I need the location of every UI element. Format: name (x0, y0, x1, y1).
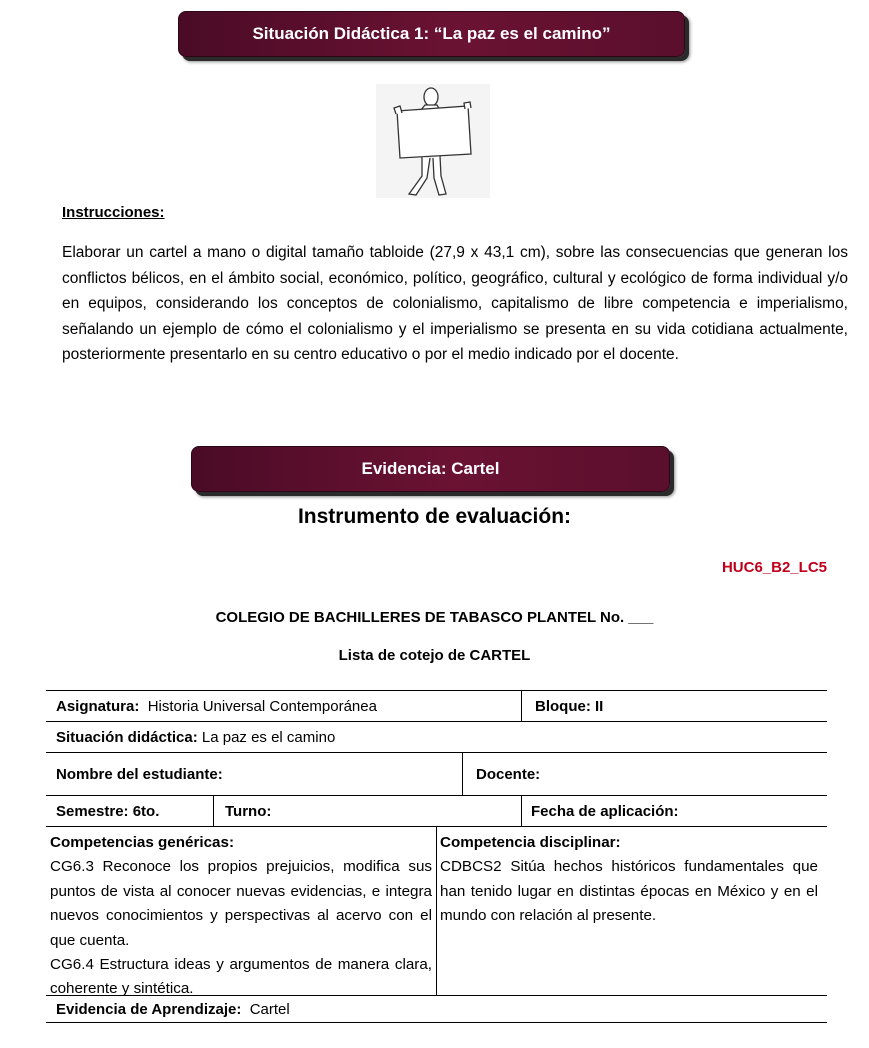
table-row-situacion (46, 721, 827, 753)
evidencia-value: Cartel (249, 1001, 290, 1018)
docente-cell[interactable] (464, 753, 824, 796)
asignatura-cell (46, 691, 521, 722)
turno-cell[interactable] (215, 796, 520, 827)
disciplinar-title: Competencia disciplinar: (440, 834, 621, 851)
evidence-banner-text: Evidencia: Cartel (361, 459, 500, 478)
competencias-genericas (46, 827, 436, 1002)
semestre-cell (46, 796, 213, 827)
evidencia-label: Evidencia de Aprendizaje: (56, 1001, 242, 1018)
table-bottom-border (46, 1022, 827, 1023)
estudiante-label: Nombre del estudiante: (56, 766, 223, 783)
fecha-cell[interactable] (523, 796, 823, 827)
evidence-banner (191, 446, 670, 492)
instrument-code: HUC6_B2_LC5 (721, 559, 827, 576)
situacion-label: Situación didáctica: (56, 729, 198, 746)
situacion-cell (46, 722, 827, 753)
table-row-asignatura (46, 690, 827, 722)
bloque-label: Bloque: II (535, 698, 604, 715)
asignatura-value: Historia Universal Contemporánea (147, 698, 377, 715)
table-row-evidencia (46, 995, 827, 1023)
table-row-semestre (46, 795, 827, 827)
table-row-estudiante (46, 752, 827, 796)
instrument-title: Instrumento de evaluación: (297, 505, 572, 528)
person-holding-sign-icon (376, 84, 490, 198)
table-row-competencias (46, 826, 827, 996)
genericas-title: Competencias genéricas: (50, 834, 235, 851)
checklist-title: Lista de cotejo de CARTEL (338, 647, 531, 664)
disciplinar-cdbcs2: CDBCS2 Sitúa hechos históricos fundamentales que han tenido lugar en distintas épocas en México y en el mundo con relación al presente. (440, 858, 818, 925)
situation-banner (178, 11, 685, 57)
semestre-label: Semestre: 6to. (56, 803, 160, 820)
estudiante-cell[interactable] (46, 753, 462, 796)
docente-label: Docente: (476, 766, 541, 783)
bloque-cell (523, 691, 823, 722)
genericas-cg64: CG6.4 Estructura ideas y argumentos de manera clara, coherente y sintética. (50, 956, 432, 998)
turno-label: Turno: (225, 803, 272, 820)
situation-banner-text: Situación Didáctica 1: “La paz es el camino” (252, 24, 611, 43)
asignatura-label: Asignatura: (56, 698, 140, 715)
instructions-body: Elaborar un cartel a mano o digital tamaño tabloide (27,9 x 43,1 cm), sobre las consecuencias que generan los conflictos bélicos, en el ámbito social, económico, político, geográfico, cultural y ecológico de forma individual y/o en equipos, considerando los conceptos de colonialismo, capitalismo de libre competencia e imperialismo, señalando un ejemplo de cómo el colonialismo y el imperialismo se presenta en su vida cotidiana actualmente, posteriormente presentarlo en su centro educativo o por el medio indicado por el docente. (62, 244, 848, 363)
evidencia-cell (46, 996, 827, 1023)
school-name: COLEGIO DE BACHILLERES DE TABASCO PLANTEL No. ___ (215, 609, 654, 626)
genericas-cg63: CG6.3 Reconoce los propios prejuicios, modifica sus puntos de vista al conocer nuevas evidencias, e integra nuevos conocimientos y perspectivas al acervo con el que cuenta. (50, 858, 432, 949)
instructions-title: Instrucciones: (62, 204, 165, 221)
fecha-label: Fecha de aplicación: (531, 803, 679, 820)
competencia-disciplinar (437, 827, 822, 929)
situacion-value: La paz es el camino (201, 729, 336, 746)
